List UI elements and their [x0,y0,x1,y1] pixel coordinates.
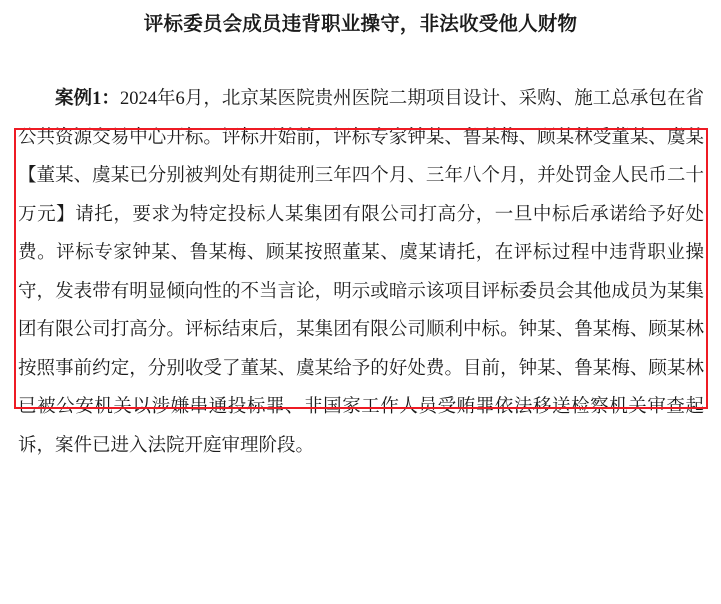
page-title: 评标委员会成员违背职业操守，非法收受他人财物 [143,14,578,35]
document-body [18,80,704,465]
case-body-text: 2024年6月，北京某医院贵州医院二期项目设计、采购、施工总承包在省公共资源交易中心开标。评标开始前，评标专家钟某、鲁某梅、顾某林受董某、虞某【董某、虞某已分别被判处有期徒刑三年四个月、三年八个月，并处罚金人民币二十万元】请托，要求为特定投标人某集团有限公司打高分，一旦中标后承诺给予好处费。评标专家钟某、鲁某梅、顾某按照董某、虞某请托，在评标过程中违背职业操守，发表带有明显倾向性的不当言论，明示或暗示该项目评标委员会其他成员为某集团有限公司打高分。评标结束后，某集团有限公司顺利中标。钟某、鲁某梅、顾某林按照事前约定，分别收受了董某、虞某给予的好处费。目前，钟某、鲁某梅、顾某林已被公安机关以涉嫌串通投标罪、非国家工作人员受贿罪依法移送检察机关审查起诉，案件已进入法院开庭审理阶段。 [18,89,704,456]
case-paragraph [18,80,704,465]
case-label: 案例1： [55,89,120,109]
